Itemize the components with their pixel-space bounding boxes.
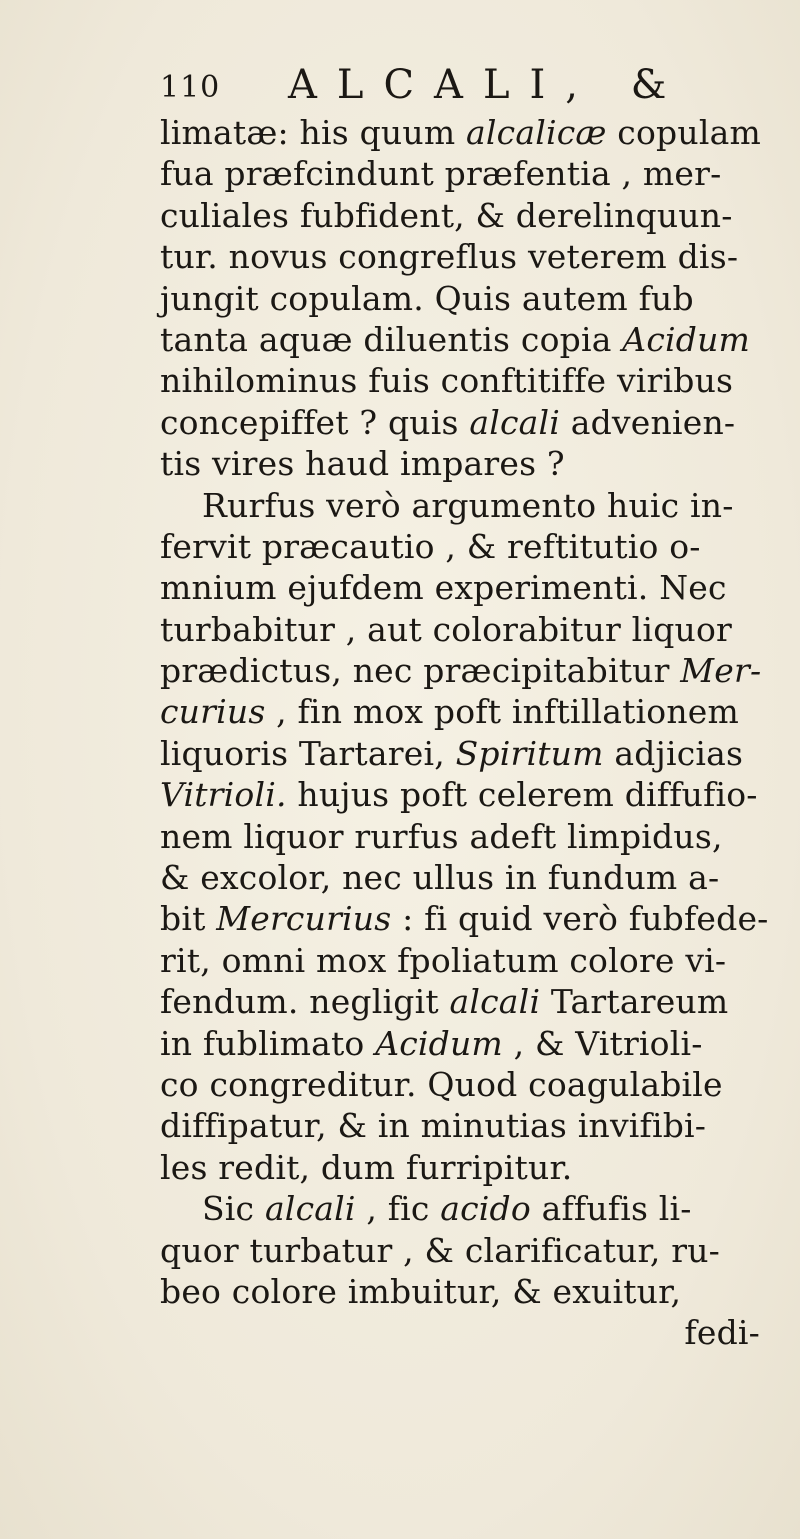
text-run: tanta aquæ diluentis copia [160, 319, 623, 359]
italic-term: Vitrioli. [160, 775, 287, 815]
text-run: jungit copulam. Quis autem fub [160, 278, 694, 318]
text-run: copulam [606, 113, 761, 152]
text-run: affufis li- [530, 1189, 692, 1229]
text-line [160, 650, 800, 691]
page-number: 110 [160, 70, 221, 105]
text-line [160, 402, 800, 443]
text-run: tur. novus congreflus veterem dis- [160, 237, 739, 277]
text-run: beo colore imbuitur, & exuitur, [160, 1271, 682, 1311]
text-run: & excolor, nec ullus in fundum a- [160, 858, 720, 898]
text-line [160, 278, 800, 319]
text-run: co congreditur. Quod coagulabile [160, 1064, 723, 1104]
text-run: bit [160, 899, 217, 939]
text-run: , fin mox poft inftillationem [265, 692, 740, 732]
running-title: ALCALI, & [288, 62, 687, 108]
text-run: nem liquor rurfus adeft limpidus, [160, 816, 723, 856]
text-run: , fic [355, 1189, 441, 1229]
italic-term: acido [440, 1189, 531, 1229]
text-run: fendum. negligit [160, 982, 450, 1022]
text-run: hujus poft celerem diffufio- [286, 775, 758, 815]
text-line [160, 443, 800, 484]
catchword [160, 1312, 800, 1353]
text-line [160, 857, 800, 898]
text-run: culiales fubfident, & derelinquun- [160, 195, 733, 235]
text-run: les redit, dum furripitur. [160, 1147, 573, 1187]
text-line [160, 319, 800, 360]
text-run: turbabitur , aut colorabitur liquor [160, 609, 733, 649]
text-line [160, 1230, 800, 1271]
text-run: Rurfus verò argumento huic in- [202, 485, 734, 525]
text-line [160, 360, 800, 401]
text-run: nihilominus fuis conftitiffe viribus [160, 361, 734, 401]
text-line [160, 733, 800, 774]
italic-term: alcali [449, 982, 541, 1022]
text-run: fedi- [684, 1313, 760, 1353]
italic-term: alcali [264, 1189, 356, 1229]
italic-term: Acidum [622, 319, 751, 359]
text-line [160, 1105, 800, 1146]
italic-term: Mercurius [216, 899, 392, 939]
text-run: liquoris Tartarei, [160, 733, 456, 773]
text-line [160, 153, 800, 194]
text-run: limatæ: his quum [160, 113, 467, 152]
text-line [160, 1064, 800, 1105]
italic-term: alcalicæ [466, 113, 607, 152]
italic-term: Mer- [680, 651, 762, 691]
text-line [160, 1023, 800, 1064]
text-line [160, 940, 800, 981]
text-line [160, 195, 800, 236]
text-run: in fublimato [160, 1023, 376, 1063]
italic-term: Acidum [375, 1023, 503, 1063]
text-line [160, 526, 800, 567]
text-run: Tartareum [540, 982, 729, 1022]
text-line [160, 609, 800, 650]
text-line [160, 485, 800, 526]
page-header [160, 62, 687, 110]
text-line [160, 1188, 800, 1229]
text-run: diffipatur, & in minutias invifibi- [160, 1106, 707, 1146]
text-run: mnium ejufdem experimenti. Nec [160, 568, 727, 608]
text-line [160, 898, 800, 939]
text-run: concepiffet ? quis [160, 402, 470, 442]
text-run: , & Vitrioli- [502, 1023, 703, 1063]
text-line [160, 816, 800, 857]
text-line [160, 1271, 800, 1312]
text-line [160, 774, 800, 815]
text-line [160, 567, 800, 608]
text-line [160, 1147, 800, 1188]
text-run: fervit præcautio , & reftitutio o- [160, 526, 701, 566]
text-line [160, 236, 800, 277]
italic-term: Spiritum [455, 733, 604, 773]
text-run: Sic [202, 1189, 265, 1229]
italic-term: curius [160, 692, 266, 732]
text-run: advenien- [560, 402, 736, 442]
text-line [160, 691, 800, 732]
text-run: : fi quid verò fubfede- [391, 899, 769, 939]
text-run: fua præfcindunt præfentia , mer- [160, 154, 722, 194]
text-run: rit, omni mox fpoliatum colore vi- [160, 940, 727, 980]
body-text [160, 112, 800, 1354]
text-run: prædictus, nec præcipitabitur [160, 651, 681, 691]
text-line [160, 112, 800, 153]
text-run: tis vires haud impares ? [160, 444, 565, 484]
text-run: adjicias [603, 733, 744, 773]
text-line [160, 981, 800, 1022]
italic-term: alcali [469, 402, 561, 442]
text-run: quor turbatur , & clarificatur, ru- [160, 1230, 721, 1270]
